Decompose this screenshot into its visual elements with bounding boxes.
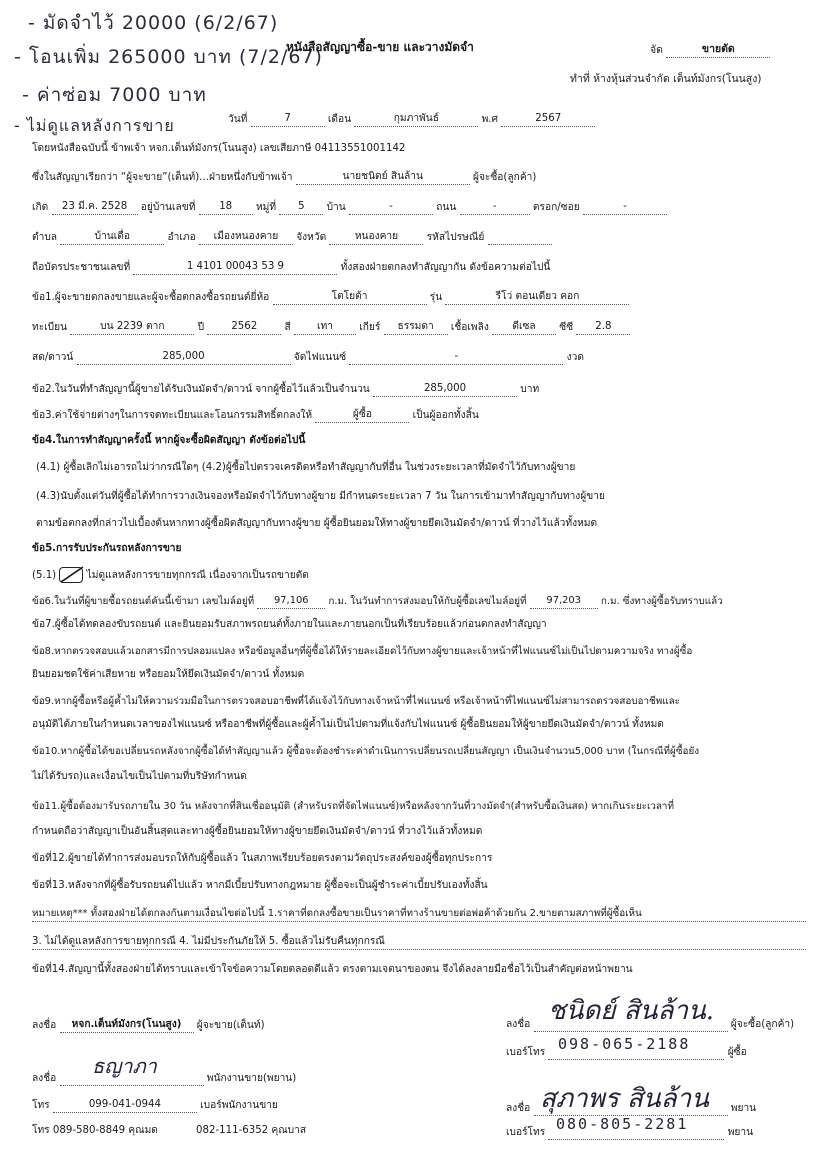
car-year: 2562 bbox=[207, 320, 281, 335]
check-mark-icon bbox=[58, 564, 86, 586]
witness-phone-line: เบอร์โทร พยาน bbox=[506, 1127, 754, 1138]
road: - bbox=[460, 200, 530, 215]
contract-place: ทำที่ ห้างหุ้นส่วนจำกัด เต็นท์มังกร(โนนสูง) bbox=[570, 73, 762, 85]
staff-phone: 099-041-0944 bbox=[53, 1098, 197, 1113]
car-color: เทา bbox=[294, 320, 356, 335]
buyer-phone-line: เบอร์โทร ผู้ซื้อ bbox=[506, 1047, 747, 1058]
no-warranty-checkbox[interactable] bbox=[59, 567, 83, 583]
village: - bbox=[349, 200, 433, 215]
handwritten-note-deposit: - มัดจำไว้ 20000 (6/2/67) bbox=[28, 12, 279, 34]
clause-4-1: (4.1) ผู้ซื้อเลิกไม่เอารถไม่ว่ากรณีใดๆ (4.2)ผู้ซื้อไปตรวจเครดิตหรือทำสัญญากับที่อื่น ในช่วงระยะเวลาที่มัดจำไว้กับทางผู้ขาย bbox=[36, 462, 576, 473]
car-plate-line: ทะเบียน บน 2239 ตาก ปี 2562 สี เทา เกียร์ ธรรมดา เชื้อเพลิง ดีเซล ซีซี 2.8 bbox=[32, 320, 806, 335]
clause-7: ข้อ7.ผู้ซื้อได้ทดลองขับรถยนต์ และยินยอมรับสภาพรถยนต์ทั้งภายในและภายนอกเป็นที่เรียบร้อยแล้วก่อนตกลงทำสัญญา bbox=[32, 619, 547, 630]
car-gear: ธรรมดา bbox=[384, 320, 448, 335]
car-brand: โตโยต้า bbox=[273, 290, 427, 305]
car-model: รีโว่ ตอนเดียว คอก bbox=[445, 290, 629, 305]
tambon-line: ตำบล บ้านเดื่อ อำเภอ เมืองหนองคาย จังหวัด หนองคาย รหัสไปรษณีย์ bbox=[32, 230, 806, 245]
clause-11b: กำหนดถือว่าสัญญาเป็นอันสิ้นสุดและทางผู้ซื้อยินยอมให้ทางผู้ขายยึดเงินมัดจำ/ดาวน์ ที่วางไว้แล้วทั้งหมด bbox=[32, 826, 483, 837]
case-label: จัด bbox=[650, 44, 663, 56]
clause-12: ข้อที่12.ผู้ขายได้ทำการส่งมอบรถให้กับผู้ซื้อแล้ว ในสภาพเรียบร้อยตรงตามวัตถุประสงค์ของผู้ซื้อทุกประการ bbox=[32, 853, 493, 864]
car-cc: 2.8 bbox=[576, 320, 630, 335]
payment-line: สด/ดาวน์ 285,000 จัดไฟแนนซ์ - งวด bbox=[32, 351, 584, 363]
buyer-name: นายชนิดย์ สินล้าน bbox=[296, 170, 470, 185]
date-line: วันที่ 7 เดือน กุมภาพันธ์ พ.ศ 2567 bbox=[228, 112, 806, 127]
date-year: 2567 bbox=[501, 112, 595, 127]
house-number: 18 bbox=[199, 200, 253, 215]
clause-3: ข้อ3.ค่าใช้จ่ายต่างๆในการจดทะเบียนและโอนกรรมสิทธิ์ตกลงให้ ผู้ซื้อ เป็นผู้ออกทั้งสิ้น bbox=[32, 409, 479, 421]
buyer-line: ซึ่งในสัญญาเรียกว่า “ผู้จะขาย”(เต็นท์)...ฝ่ายหนึ่งกับข้าพเจ้า นายชนิดย์ สินล้าน ผู้จะซื้อ(ลูกค้า) bbox=[32, 171, 537, 183]
car-plate: บน 2239 ตาก bbox=[70, 320, 194, 335]
witness-phone: 080-805-2281 bbox=[556, 1115, 689, 1133]
tambon: บ้านเดื่อ bbox=[60, 230, 164, 245]
footer-contact-a: โทร 089-580-8849 คุณมด bbox=[32, 1125, 158, 1136]
clause-8a: ข้อ8.หากตรวจสอบแล้วเอกสารมีการปลอมแปลง หรือข้อมูลอื่นๆที่ผู้ซื้อได้ให้รายละเอียดไว้กับทางผู้ขายและเจ้าหน้าที่ไฟแนนซ์ไม่เป็นไปตามความจริง ทางผู้ซื้อ bbox=[32, 646, 693, 657]
clause-4-heading: ข้อ4.ในการทำสัญญาครั้งนี้ หากผู้จะซื้อผิดสัญญา ดังข้อต่อไปนี้ bbox=[32, 435, 306, 446]
clause-4-3b: ตามข้อตกลงที่กล่าวไปเบื้องต้นหากทางผู้ซื้อผิดสัญญากับทางผู้ขาย ผู้ซื้อยินยอมให้ทางผู้ขายยึดเงินมัดจำ/ดาวน์ ที่วางไว้แล้วทั้งหมด bbox=[36, 518, 598, 529]
province: หนองคาย bbox=[329, 230, 423, 245]
clause-5-1: (5.1) ไม่ดูแลหลังการขายทุกกรณี เนื่องจากเป็นรถขายตัด bbox=[32, 567, 806, 583]
amphoe: เมืองหนองคาย bbox=[199, 230, 293, 245]
clause-6: ข้อ6.ในวันที่ผู้ขายซื้อรถยนต์คันนี้เข้ามา เลขไมล์อยู่ที่ 97,106 ก.ม. ในวันทำการส่งมอบให้กับผู้ซื้อเลขไมล์อยู่ที่ 97,203 ก.ม. ซึ่งทางผู้ซื้อรับทราบแล้ว bbox=[32, 595, 723, 607]
zip bbox=[488, 231, 552, 245]
buyer-signature: ชนิดย์ สินล้าน. bbox=[548, 996, 715, 1026]
clause-10b: ไม่ได้รับรถ)และเงื่อนไขเป็นไปตามที่บริษัทกำหนด bbox=[32, 771, 247, 782]
clause-5-heading: ข้อ5.การรับประกันรถหลังการขาย bbox=[32, 543, 182, 554]
handwritten-note-no-aftersales: - ไม่ดูแลหลังการขาย bbox=[14, 116, 175, 135]
clause-13: ข้อที่13.หลังจากที่ผู้ซื้อรับรถยนต์ไปแล้ว หากมีเบี้ยปรับทางกฎหมาย ผู้ซื้อจะเป็นผู้ชำระค่าเบี้ยปรับเองทั้งสิ้น bbox=[32, 880, 488, 891]
buyer-phone: 098-065-2188 bbox=[558, 1035, 691, 1053]
clause-11a: ข้อ11.ผู้ซื้อต้องมารับรถภายใน 30 วัน หลังจากที่สินเชื่ออนุมัติ (สำหรับรถที่จัดไฟแนนซ์)หรือหลังจากวันที่วางมัดจำ(สำหรับซื้อเงินสด) หากเกินระยะเวลาที่ bbox=[32, 801, 674, 812]
seller-name: หจก.เต็นท์มังกร(โนนสูง) bbox=[60, 1018, 194, 1033]
witness-signature-line: ลงชื่อ พยาน bbox=[506, 1103, 757, 1114]
date-day: 7 bbox=[251, 112, 325, 127]
clause-4-3a: (4.3)นับตั้งแต่วันที่ผู้ซื้อได้ทำการวางเงินจองหรือมัดจำไว้กับทางผู้ขาย มีกำหนดระยะเวลา 7 วัน ในการเข้ามาทำสัญญากับทางผู้ขาย bbox=[36, 491, 605, 502]
clause-8b: ยินยอมชดใช้ค่าเสียหาย หรือยอมให้ยึดเงินมัดจำ/ดาวน์ ทั้งหมด bbox=[32, 669, 305, 680]
buyer-signature-line: ลงชื่อ ผู้จะซื้อ(ลูกค้า) bbox=[506, 1019, 795, 1030]
seller-signature-line: ลงชื่อ หจก.เต็นท์มังกร(โนนสูง) ผู้จะขาย(เต็นท์) bbox=[32, 1019, 265, 1031]
date-month: กุมภาพันธ์ bbox=[354, 112, 478, 127]
deposit-amount: 285,000 bbox=[373, 382, 517, 397]
clause-10a: ข้อ10.หากผู้ซื้อได้ขอเปลี่ยนรถหลังจากผู้ซื้อได้ทำสัญญาแล้ว ผู้ซื้อจะต้องชำระค่าดำเนินการเปลี่ยนรถเปลี่ยนสัญญา เป็นเงินจำนวน5,000 บาท (ในกรณีที่ผู้ซื้อยัง bbox=[32, 746, 700, 757]
staff-signature: ธญาภา bbox=[92, 1054, 157, 1078]
remark-b: 3. ไม่ได้ดูแลหลังการขายทุกกรณี 4. ไม่มีประกันภัยให้ 5. ซื้อแล้วไม่รับคืนทุกกรณี bbox=[32, 935, 806, 950]
clause-9b: อนุมัติได้ภายในกำหนดเวลาของไฟแนนซ์ หรืออาชีพที่ผู้ซื้อและผู้ค้ำไม่เป็นไปตามที่แจ้งกับไฟแนนซ์ ผู้ซื้อยินยอมให้ผู้ขายยึดเงินมัดจำ/ดาวน์ ทั้งหมด bbox=[32, 719, 664, 730]
birth-date: 23 มี.ค. 2528 bbox=[52, 200, 138, 215]
address-line: เกิด 23 มี.ค. 2528 อยู่บ้านเลขที่ 18 หมู่ที่ 5 บ้าน - ถนน - ตรอก/ซอย - bbox=[32, 200, 806, 215]
moo: 5 bbox=[279, 200, 323, 215]
handwritten-note-transfer: - โอนเพิ่ม 265000 บาท (7/2/67) bbox=[14, 46, 323, 68]
clause-14: ข้อที่14.สัญญานี้ทั้งสองฝ่ายได้ทราบและเข้าใจข้อความโดยตลอดดีแล้ว ตรงตามเจตนาของตน จึงได้ลงลายมือชื่อไว้เป็นสำคัญต่อหน้าพยาน bbox=[32, 964, 633, 975]
mileage-out: 97,203 bbox=[530, 594, 598, 609]
clause-9a: ข้อ9.หากผู้ซื้อหรือผู้ค้ำไม่ให้ความร่วมมือในการตรวจสอบอาชีพที่ได้แจ้งไว้กับทางเจ้าหน้าที่ไฟแนนซ์ หรือเจ้าหน้าที่ไฟแนนซ์ไม่สามารถตรวจสอบอาชีพและ bbox=[32, 696, 680, 707]
cash-amount: 285,000 bbox=[77, 350, 291, 365]
staff-phone-line: โทร 099-041-0944 เบอร์พนักงานขาย bbox=[32, 1099, 278, 1111]
document-title: หนังสือสัญญาซื้อ-ขาย และวางมัดจำ bbox=[286, 40, 474, 54]
finance-amount: - bbox=[349, 350, 563, 365]
id-number: 1 4101 00043 53 9 bbox=[133, 260, 337, 275]
case-type bbox=[650, 40, 770, 58]
remark-a: หมายเหตุ*** ทั้งสองฝ่ายได้ตกลงกันตามเงื่อนไขต่อไปนี้ 1.ราคาที่ตกลงซื้อขายเป็นราคาที่ทางร้านขายต่อพ่อค้าด้วยกัน 2.ขายตามสภาพที่ผู้ซื้อเห็น bbox=[32, 907, 806, 922]
id-line: ถือบัตรประชาชนเลขที่ 1 4101 00043 53 9 ทั้งสองฝ่ายตกลงทำสัญญากัน ดังข้อความต่อไปนี้ bbox=[32, 261, 551, 273]
car-fuel: ดีเซล bbox=[492, 320, 556, 335]
staff-signature-line: ลงชื่อ พนักงานขาย(พยาน) bbox=[32, 1073, 297, 1084]
clause-2: ข้อ2.ในวันที่ทำสัญญานี้ผู้ขายได้รับเงินมัดจำ/ดาวน์ จากผู้ซื้อไว้แล้วเป็นจำนวน 285,000 บาท bbox=[32, 383, 540, 395]
handwritten-note-repair: - ค่าซ่อม 7000 บาท bbox=[22, 84, 207, 106]
case-value: ขายตัด bbox=[666, 40, 770, 58]
seller-line: โดยหนังสือฉบับนี้ ข้าพเจ้า หจก.เต็นท์มังกร(โนนสูง) เลขเสียภาษี 04113551001142 bbox=[32, 143, 406, 154]
witness-signature: สุภาพร สินล้าน bbox=[540, 1084, 709, 1114]
footer-contact-b: 082-111-6352 คุณบาส bbox=[196, 1125, 307, 1136]
clause-1: ข้อ1.ผู้จะขายตกลงขายและผู้จะซื้อตกลงซื้อรถยนต์ยี่ห้อ โตโยต้า รุ่น รีโว่ ตอนเดียว คอก bbox=[32, 290, 806, 305]
mileage-in: 97,106 bbox=[257, 594, 325, 609]
soi: - bbox=[583, 200, 667, 215]
transfer-payer: ผู้ซื้อ bbox=[315, 408, 409, 423]
